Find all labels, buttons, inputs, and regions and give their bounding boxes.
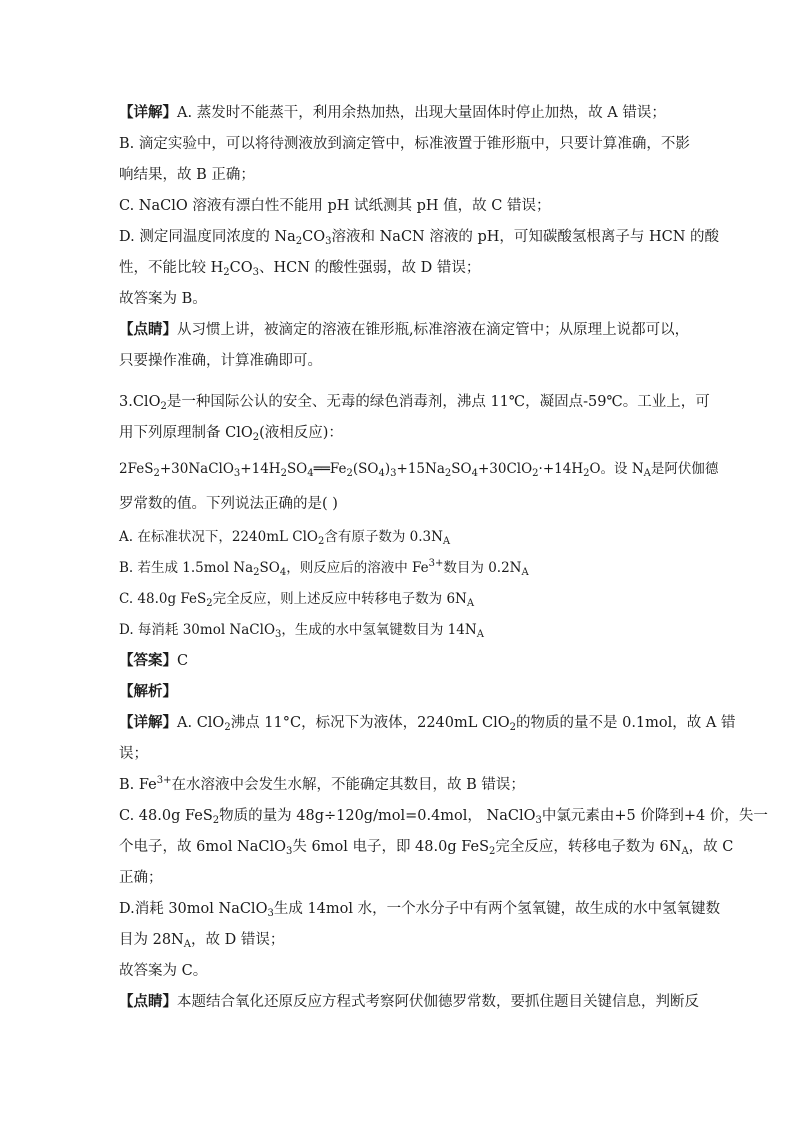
q3-explain-c-line-1: C. 48.0g FeS$_2$物质的量为 48g÷120g/mol=0.4mol， NaClO$_3$中氯元素由+5 价降到+4 价，失一 [119,808,768,826]
answer-value: C [177,653,189,669]
comment-tag: 【点睛】 [119,321,177,338]
q3-explain-c-line-3: 正确； [119,870,163,886]
q2-explain-line-3: 响结果，故 B 正确； [119,167,255,183]
q3-stem-line-1: 3.ClO$_2$是一种国际公认的安全、无毒的绿色消毒剂，沸点 11℃，凝固点-59℃。工业上，可 [119,394,710,412]
explain-tag: 【详解】 [119,714,177,731]
q3-equation: $2FeS_2+30NaClO_3+14H_2SO_4══Fe_2(SO_4)_3+15Na_2SO_4+30ClO_2\cdot+14H_2O$。设 $N_A$是阿伏伽德 [119,461,719,479]
q3-explain-d-line-2: 目为 $28N_A$，故 D 错误； [119,932,285,950]
q2-comment-line-1: 【点睛】从习惯上讲，被滴定的溶液在锥形瓶,标准溶液在滴定管中；从原理上说都可以， [119,321,690,338]
q3-option-c: C. 48.0g FeS$_2$完全反应，则上述反应中转移电子数为 $6N_A$ [119,591,475,609]
q2-explain-line-6: 性，不能比较 $H_2CO_3$、HCN 的酸性强弱，故 D 错误； [119,260,481,278]
q3-answer [119,651,188,671]
q3-explain-a-line-1: 【详解】A. ClO$_2$沸点 11°C，标况下为液体，2240mL ClO$_2$的物质的量不是 0.1mol，故 A 错 [119,714,736,733]
q3-comment-line-1: 【点睛】本题结合氧化还原反应方程式考察阿伏伽德罗常数，要抓住题目关键信息，判断反 [119,993,699,1010]
answer-tag: 【答案】 [119,652,177,669]
q2-explain-line-2: B. 滴定实验中，可以将待测液放到滴定管中，标准液置于锥形瓶中，只要计算准确，不影 [119,136,690,152]
q3-option-d: D. 每消耗 30mol NaClO$_3$，生成的水中氢氧键数目为 $14N_A$ [119,622,484,640]
q3-option-b: B. 若生成 1.5mol $Na_2SO_4$，则反应后的溶液中 $Fe^{3+}$数目为 $0.2N_A$ [119,558,529,578]
q3-explain-a-line-2: 误； [119,746,148,762]
q3-stem-line-4: 罗常数的值。下列说法正确的是( ) [119,496,338,512]
comment-tag: 【点睛】 [119,993,177,1010]
q2-answer-line: 故答案为 B。 [119,291,207,307]
q3-explain-b: B. $Fe^{3+}$在水溶液中会发生水解，不能确定其数目，故 B 错误； [119,775,525,793]
q3-explain-c-line-2: 个电子，故 6mol NaClO$_3$失 6mol 电子，即 48.0g FeS$_2$完全反应，转移电子数为 $6N_A$，故 C [119,839,734,857]
q2-explain-line-4: C. NaClO 溶液有漂白性不能用 pH 试纸测其 pH 值，故 C 错误； [119,198,551,214]
q3-analysis-heading: 【解析】 [119,683,177,700]
q2-comment-line-2: 只要操作准确，计算准确即可。 [119,353,322,369]
explain-tag: 【详解】 [119,104,177,121]
q2-explain-line-5: D. 测定同温度同浓度的 $Na_2CO_3$溶液和 NaCN 溶液的 pH，可知碳酸氢根离子与 HCN 的酸 [119,229,720,247]
q3-option-a: A. 在标准状况下，2240mL ClO$_2$含有原子数为 $0.3N_A$ [119,529,451,547]
q2-explain-line-1: 【详解】A. 蒸发时不能蒸干，利用余热加热，出现大量固体时停止加热，故 A 错误； [119,104,666,121]
q3-stem-line-2: 用下列原理制备 ClO$_2$(液相反应)： [119,425,343,443]
q3-answer-line: 故答案为 C。 [119,963,208,979]
q3-explain-d-line-1: D.消耗 30mol NaClO$_3$生成 14mol 水，一个水分子中有两个氢氧键，故生成的水中氢氧键数 [119,901,721,919]
